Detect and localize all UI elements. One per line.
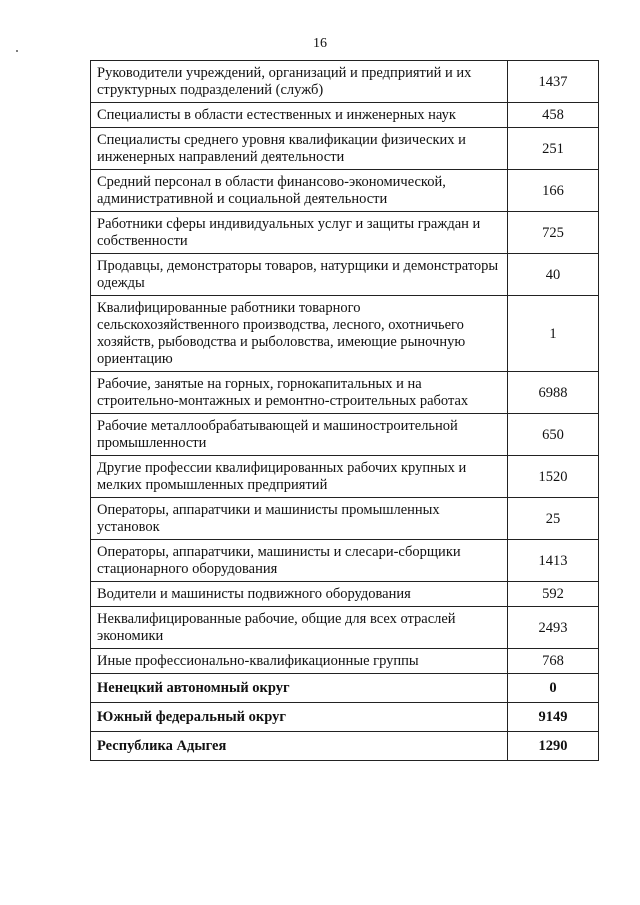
table-row xyxy=(91,128,599,170)
occupation-label: Продавцы, демонстраторы товаров, натурщики и демонстраторы одежды xyxy=(91,254,508,296)
table-row xyxy=(91,498,599,540)
table-row xyxy=(91,103,599,128)
table-row xyxy=(91,61,599,103)
count-value: 0 xyxy=(508,674,599,703)
count-value: 1413 xyxy=(508,540,599,582)
occupation-label: Рабочие металлообрабатывающей и машиностроительной промышленности xyxy=(91,414,508,456)
count-value: 1 xyxy=(508,296,599,372)
occupation-label: Операторы, аппаратчики и машинисты промышленных установок xyxy=(91,498,508,540)
table-row xyxy=(91,582,599,607)
occupation-label: Рабочие, занятые на горных, горнокапитальных и на строительно-монтажных и ремонтно-строительных работах xyxy=(91,372,508,414)
table-row xyxy=(91,414,599,456)
occupation-label: Другие профессии квалифицированных рабочих крупных и мелких промышленных предприятий xyxy=(91,456,508,498)
count-value: 251 xyxy=(508,128,599,170)
occupation-label: Руководители учреждений, организаций и предприятий и их структурных подразделений (служб) xyxy=(91,61,508,103)
count-value: 2493 xyxy=(508,607,599,649)
count-value: 768 xyxy=(508,649,599,674)
count-value: 1290 xyxy=(508,732,599,761)
count-value: 458 xyxy=(508,103,599,128)
table-row xyxy=(91,540,599,582)
table-row-region xyxy=(91,703,599,732)
occupation-label: Средний персонал в области финансово-экономической, административной и социальной деятельности xyxy=(91,170,508,212)
count-value: 1437 xyxy=(508,61,599,103)
count-value: 9149 xyxy=(508,703,599,732)
occupation-label: Операторы, аппаратчики, машинисты и слесари-сборщики стационарного оборудования xyxy=(91,540,508,582)
data-table xyxy=(90,60,599,761)
table-row-region xyxy=(91,674,599,703)
table-row xyxy=(91,170,599,212)
table-row xyxy=(91,254,599,296)
count-value: 592 xyxy=(508,582,599,607)
table-row xyxy=(91,649,599,674)
occupation-label: Ненецкий автономный округ xyxy=(91,674,508,703)
count-value: 650 xyxy=(508,414,599,456)
occupation-label: Работники сферы индивидуальных услуг и защиты граждан и собственности xyxy=(91,212,508,254)
occupation-label: Специалисты в области естественных и инженерных наук xyxy=(91,103,508,128)
count-value: 166 xyxy=(508,170,599,212)
page-number: 16 xyxy=(313,36,327,51)
occupation-label: Специалисты среднего уровня квалификации физических и инженерных направлений деятельности xyxy=(91,128,508,170)
occupation-label: Южный федеральный округ xyxy=(91,703,508,732)
occupation-label: Неквалифицированные рабочие, общие для всех отраслей экономики xyxy=(91,607,508,649)
table-row-region xyxy=(91,732,599,761)
table-body xyxy=(91,61,599,761)
occupation-label: Республика Адыгея xyxy=(91,732,508,761)
table-row xyxy=(91,607,599,649)
count-value: 6988 xyxy=(508,372,599,414)
count-value: 1520 xyxy=(508,456,599,498)
occupation-label: Квалифицированные работники товарного сельскохозяйственного производства, лесного, охотничьего хозяйств, рыбоводства и рыболовства, имеющие рыночную ориентацию xyxy=(91,296,508,372)
table-row xyxy=(91,296,599,372)
occupation-label: Водители и машинисты подвижного оборудования xyxy=(91,582,508,607)
count-value: 25 xyxy=(508,498,599,540)
count-value: 725 xyxy=(508,212,599,254)
count-value: 40 xyxy=(508,254,599,296)
occupation-label: Иные профессионально-квалификационные группы xyxy=(91,649,508,674)
table-row xyxy=(91,212,599,254)
table-row xyxy=(91,456,599,498)
table-row xyxy=(91,372,599,414)
